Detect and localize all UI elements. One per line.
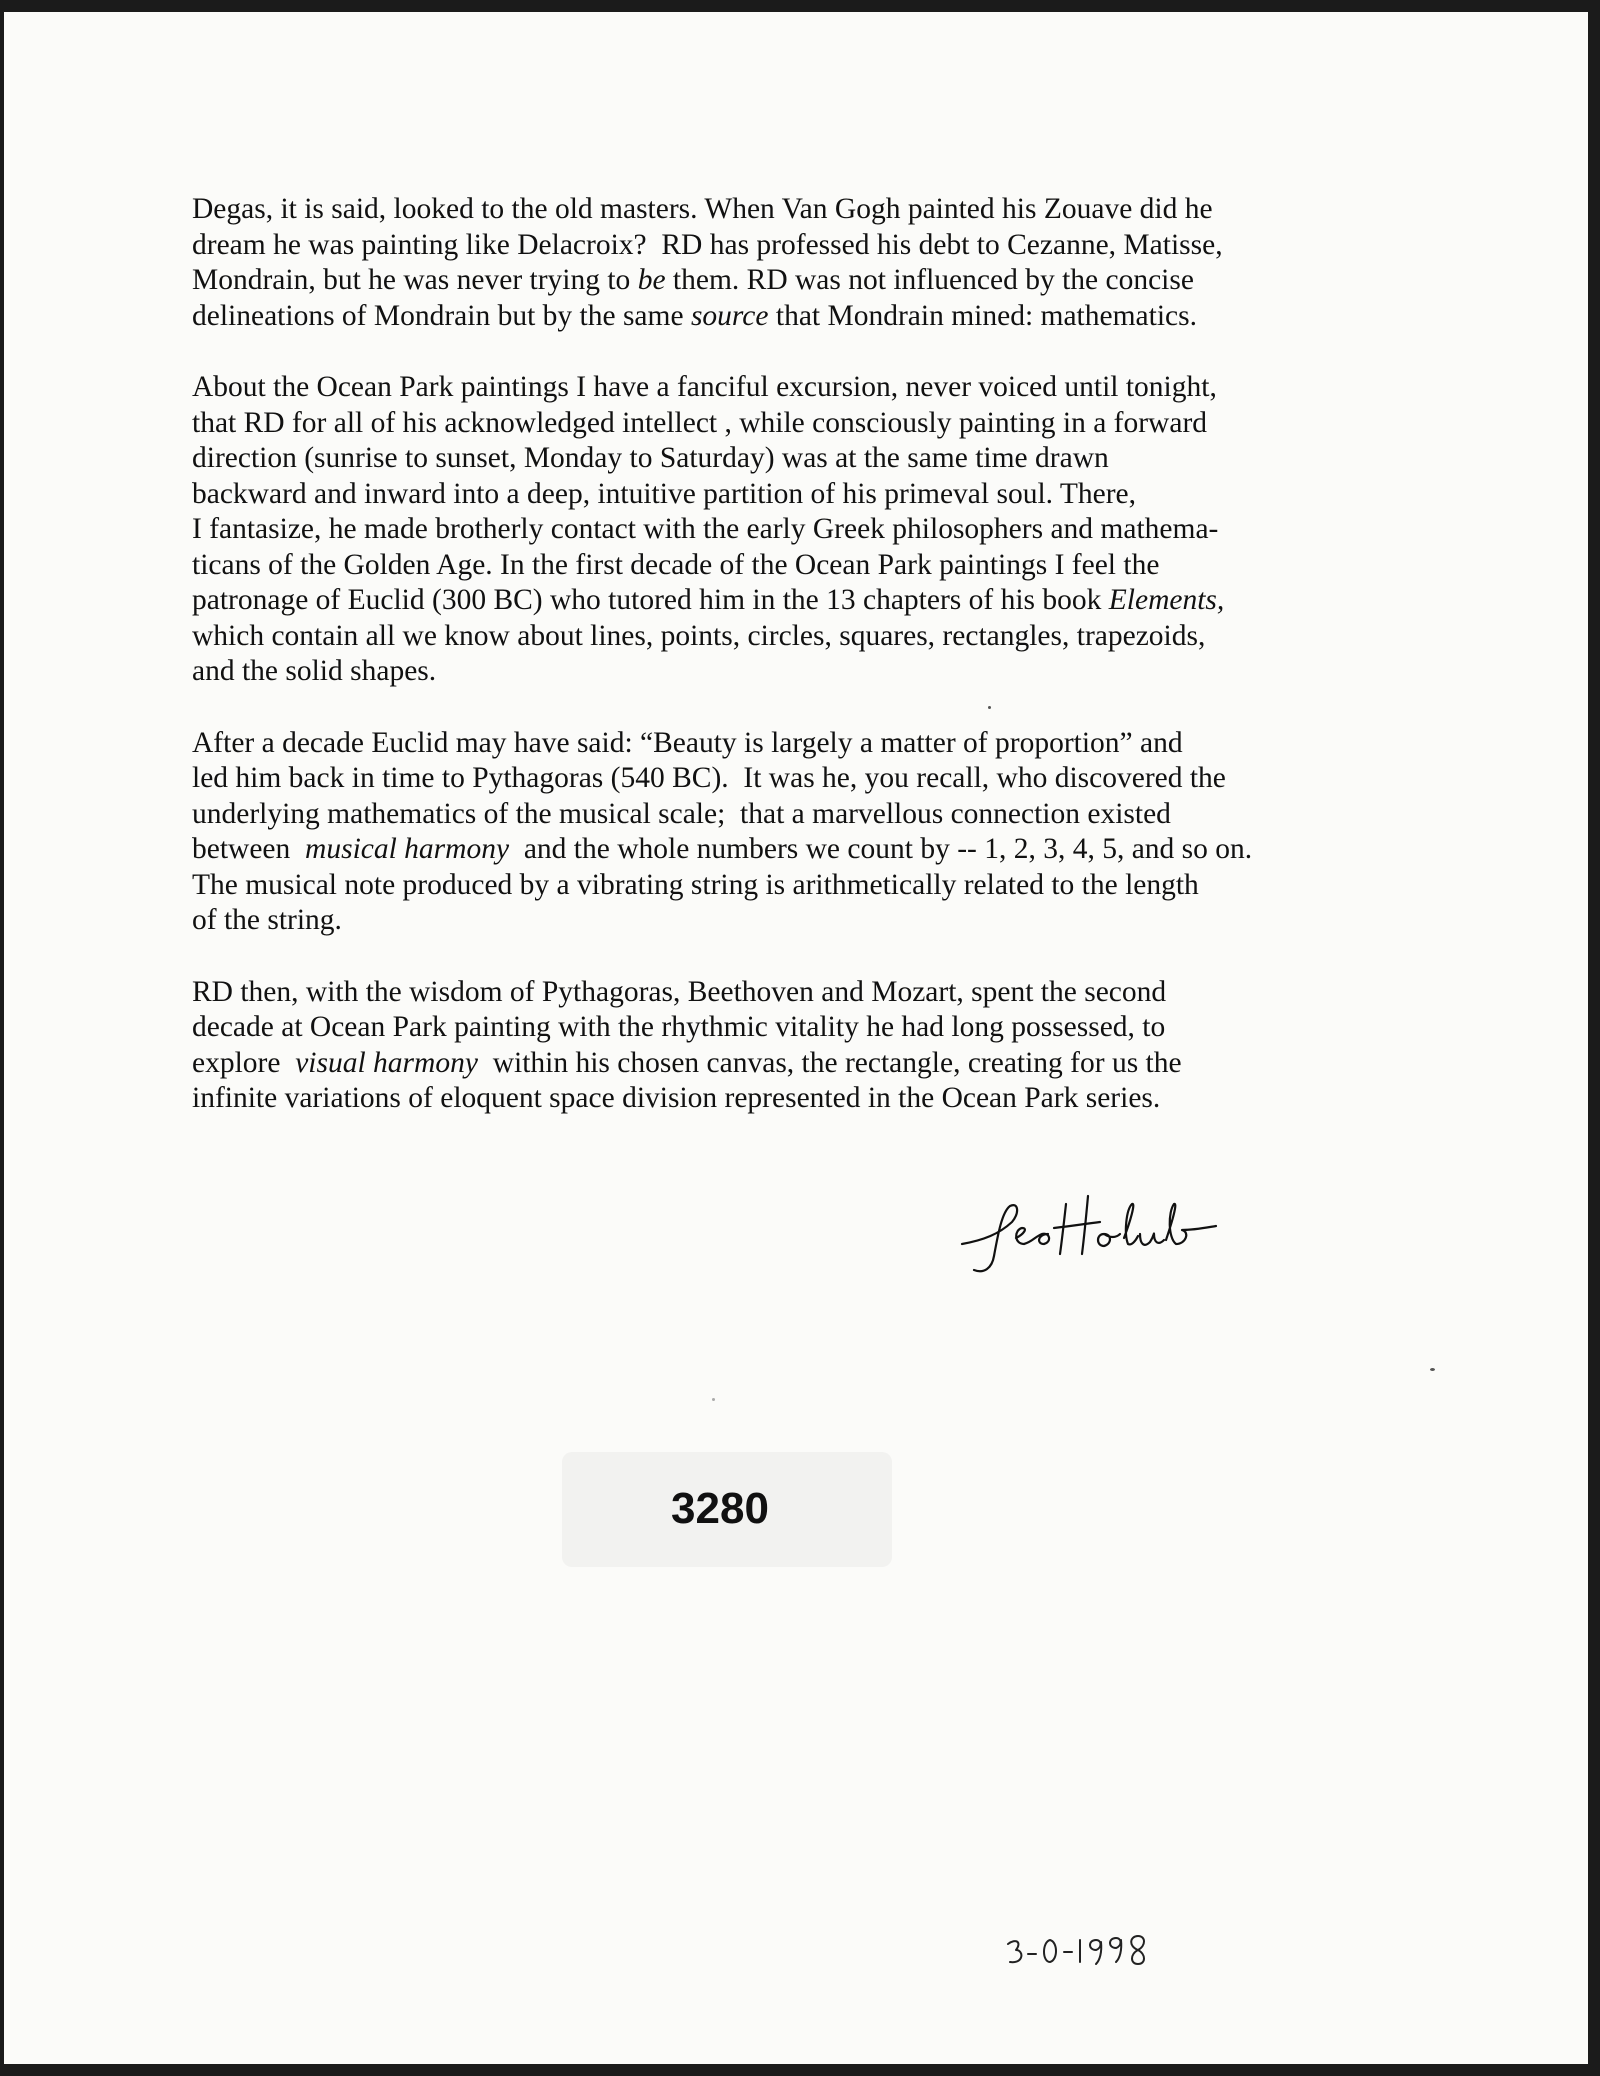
text-run: dream he was painting like Delacroix? RD has professed his debt to Cezanne, Matisse, [192, 228, 1223, 261]
text-line [192, 1046, 1432, 1082]
text-run: that Mondrain mined: mathematics. [768, 299, 1197, 332]
italic-run: visual harmony [295, 1046, 478, 1079]
paragraph [192, 726, 1432, 939]
text-run: explore [192, 1046, 296, 1079]
text-run: ticans of the Golden Age. In the first decade of the Ocean Park paintings I feel the [192, 548, 1160, 581]
text-run: Degas, it is said, looked to the old masters. When Van Gogh painted his Zouave did he [192, 193, 1213, 225]
accession-number: 3280 [671, 1484, 769, 1533]
text-run: and the whole numbers we count by -- 1, 2, 3, 4, 5, and so on. [509, 833, 1253, 865]
text-line [192, 1081, 1432, 1117]
text-run: which contain all we know about lines, points, circles, squares, rectangles, trapezoids, [192, 619, 1206, 652]
text-line [192, 832, 1432, 868]
document-page [4, 12, 1588, 2064]
text-line [192, 619, 1432, 655]
text-line [192, 477, 1432, 513]
text-run: About the Ocean Park paintings I have a fanciful excursion, never voiced until tonight, [192, 371, 1217, 403]
text-run: infinite variations of eloquent space division represented in the Ocean Park series. [192, 1082, 1161, 1114]
text-run: between [192, 833, 306, 865]
text-run: underlying mathematics of the musical scale; that a marvellous connection existed [192, 797, 1171, 830]
text-line [192, 192, 1432, 228]
text-run: of the string. [192, 904, 342, 936]
text-line [192, 1010, 1432, 1046]
text-line [192, 441, 1432, 477]
text-run: delineations of Mondrain but by the same [192, 299, 691, 332]
text-line [192, 263, 1432, 299]
text-run: led him back in time to Pythagoras (540 BC). It was he, you recall, who discovered the [192, 762, 1226, 794]
paragraph [192, 192, 1432, 334]
text-line [192, 797, 1432, 833]
paragraph [192, 370, 1432, 690]
paper-speck [712, 1398, 715, 1401]
text-line [192, 903, 1432, 939]
italic-run: be [637, 264, 666, 296]
text-run: within his chosen canvas, the rectangle, creating for us the [477, 1046, 1182, 1079]
text-run: backward and inward into a deep, intuitive partition of his primeval soul. There, [192, 477, 1137, 510]
text-line [192, 512, 1432, 548]
text-run: direction (sunrise to sunset, Monday to Saturday) was at the same time drawn [192, 442, 1109, 474]
handwritten-signature [954, 1182, 1224, 1282]
paper-speck [1430, 1368, 1435, 1371]
text-line [192, 726, 1432, 762]
italic-run: source [690, 299, 769, 332]
text-line [192, 228, 1432, 264]
accession-number-label [562, 1452, 892, 1567]
text-run: After a decade Euclid may have said: “Beauty is largely a matter of proportion” and [192, 726, 1183, 759]
text-line [192, 406, 1432, 442]
text-run: and the solid shapes. [192, 655, 437, 687]
text-line [192, 868, 1432, 904]
text-line [192, 583, 1432, 619]
italic-run: Elements, [1108, 584, 1225, 616]
text-run: RD then, with the wisdom of Pythagoras, Beethoven and Mozart, spent the second [192, 975, 1167, 1008]
paper-speck [988, 706, 991, 709]
text-line [192, 299, 1432, 335]
text-line [192, 548, 1432, 584]
text-line [192, 975, 1432, 1011]
paragraph [192, 975, 1432, 1117]
letter-body [192, 192, 1432, 1153]
text-run: patronage of Euclid (300 BC) who tutored him in the 13 chapters of his book [192, 584, 1109, 616]
text-run: them. RD was not influenced by the concise [665, 264, 1194, 296]
italic-run: musical harmony [305, 833, 510, 865]
text-run: decade at Ocean Park painting with the rhythmic vitality he had long possessed, to [192, 1011, 1166, 1043]
text-line [192, 370, 1432, 406]
text-line [192, 654, 1432, 690]
text-run: that RD for all of his acknowledged intellect , while consciously painting in a forward [192, 406, 1208, 439]
text-run: Mondrain, but he was never trying to [192, 264, 638, 296]
text-run: The musical note produced by a vibrating string is arithmetically related to the length [192, 868, 1199, 901]
text-line [192, 761, 1432, 797]
handwritten-date [1004, 1930, 1154, 1980]
text-run: I fantasize, he made brotherly contact with the early Greek philosophers and mathema- [192, 513, 1219, 545]
